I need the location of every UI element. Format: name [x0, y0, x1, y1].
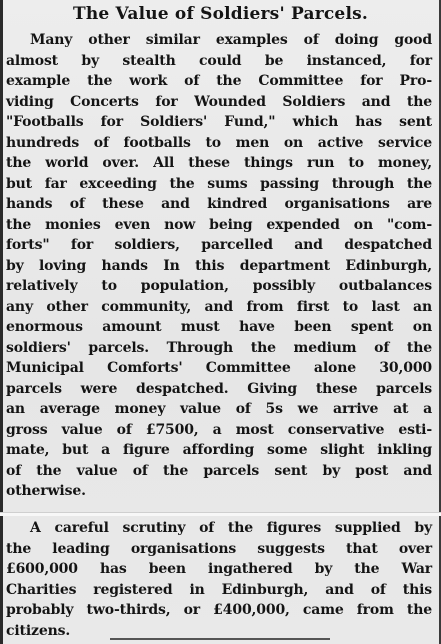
paragraph-2 — [6, 518, 432, 641]
text-line: parcels were despatched. Giving these parcels — [6, 380, 432, 397]
text-line: the monies even now being expended on "com- — [6, 216, 432, 233]
text-line: hands of these and kindred organisations are — [6, 196, 432, 212]
text-line: soldiers' parcels. Through the medium of the — [6, 339, 432, 356]
text-line: Charities registered in Edinburgh, and of this — [6, 581, 432, 598]
text-line: mate, but a figure affording some slight inkling — [6, 442, 432, 458]
text-line: Municipal Comforts' Committee alone 30,000 — [6, 360, 432, 376]
text-line: almost by stealth could be instanced, for — [6, 52, 432, 69]
text-line: viding Concerts for Wounded Soldiers and the — [6, 93, 432, 110]
text-line: any other community, and from first to last an — [6, 298, 432, 315]
text-line: forts" for soldiers, parcelled and despatched — [6, 237, 432, 253]
paragraph-1 — [6, 30, 432, 502]
text-line: the leading organisations suggests that over — [6, 540, 432, 557]
text-line: relatively to population, possibly outbalances — [6, 278, 432, 294]
text-line: but far exceeding the sums passing through the — [6, 175, 432, 192]
text-line: hundreds of footballs to men on active service — [6, 134, 432, 151]
column-end-rule — [110, 638, 330, 640]
text-line: probably two-thirds, or £400,000, came from the — [6, 602, 432, 618]
text-line: example the work of the Committee for Pro- — [6, 73, 432, 89]
text-line: £600,000 has been ingathered by the War — [6, 561, 432, 577]
text-line: enormous amount must have been spent on — [6, 319, 432, 335]
article-heading: The Value of Soldiers' Parcels. — [72, 4, 368, 24]
text-line: of the value of the parcels sent by post and — [6, 462, 432, 479]
text-line: the world over. All these things run to money, — [6, 155, 432, 171]
clipping-divider — [0, 512, 441, 516]
text-line: an average money value of 5s we arrive at a — [6, 401, 432, 417]
scan-edge-left — [0, 0, 3, 644]
text-line: gross value of £7500, a most conservative esti- — [6, 421, 432, 438]
text-line: "Footballs for Soldiers' Fund," which has sent — [6, 114, 432, 130]
text-line: by loving hands In this department Edinburgh, — [6, 257, 432, 274]
text-line: citizens. — [6, 622, 71, 639]
text-line: Many other similar examples of doing good — [30, 32, 432, 48]
text-line: A careful scrutiny of the figures supplied by — [30, 520, 432, 536]
text-line: otherwise. — [6, 483, 86, 499]
